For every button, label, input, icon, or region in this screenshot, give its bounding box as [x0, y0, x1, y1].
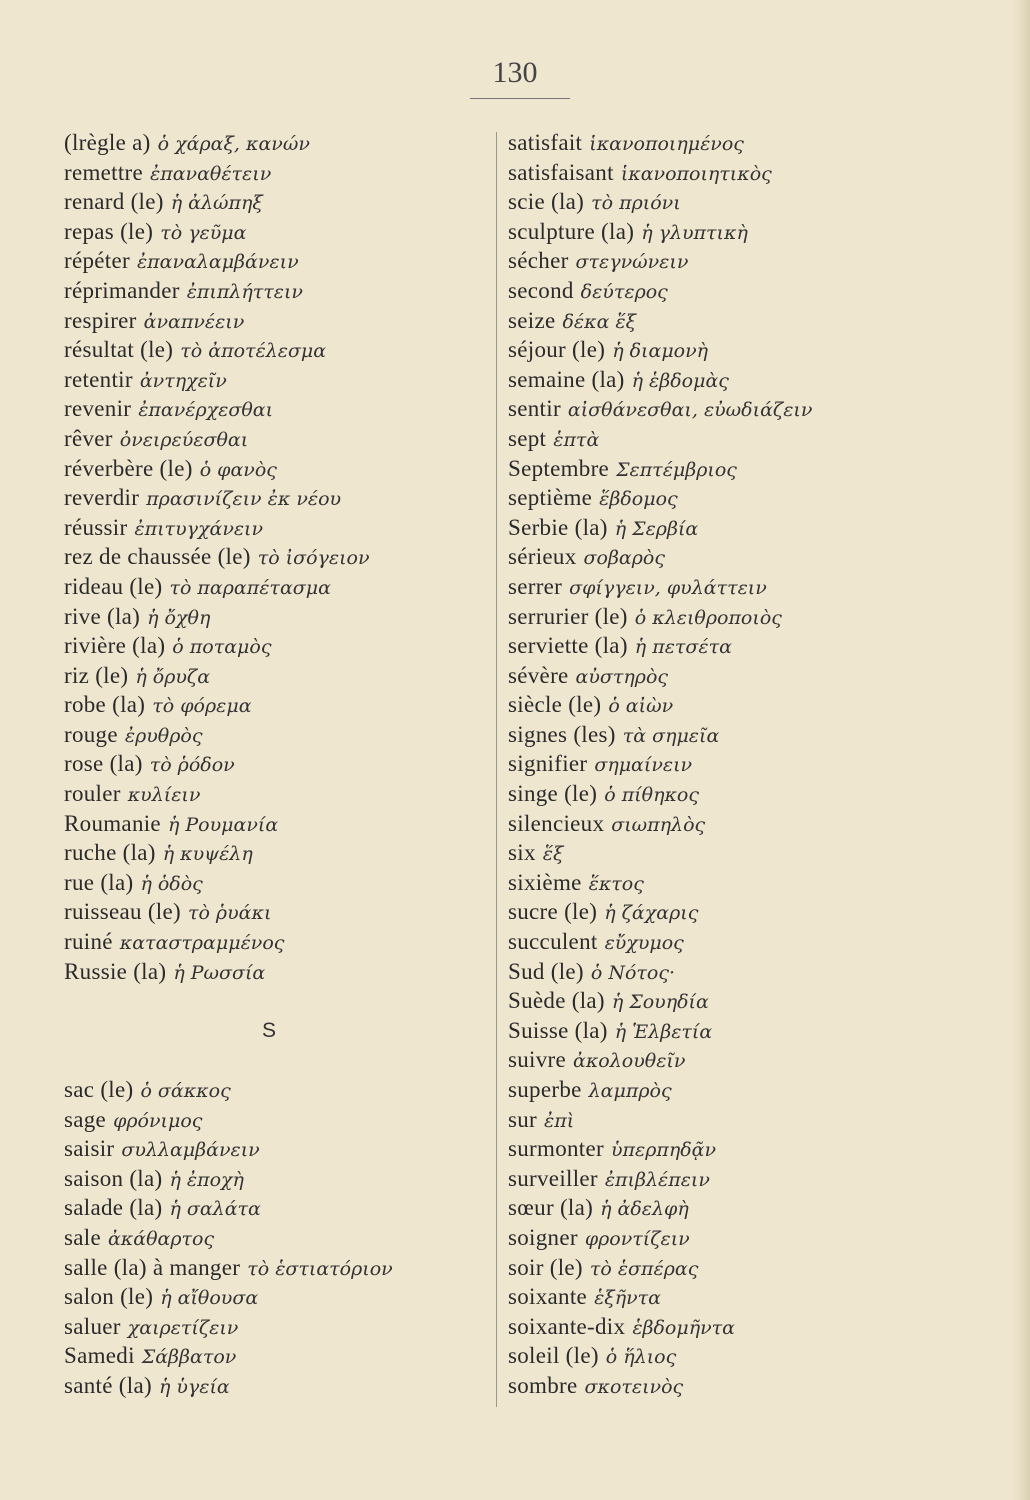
greek-translation: ἐπιτυγχάνειν [134, 517, 264, 540]
greek-translation: τὸ ῥόδον [149, 754, 235, 777]
list-item [508, 1312, 998, 1342]
greek-translation: ἡ Σερβία [614, 517, 699, 540]
greek-translation: αἰσθάνεσθαι, εὐωδιάζειν [567, 399, 813, 422]
list-item [508, 542, 998, 572]
french-term: serviette (la) [508, 633, 628, 659]
greek-translation: τὸ ἀποτέλεσμα [180, 340, 327, 363]
greek-translation: ἡ σαλάτα [169, 1198, 261, 1221]
greek-translation: Σάββατον [141, 1346, 237, 1369]
list-item [508, 187, 998, 217]
french-term: sécher [508, 248, 569, 274]
french-term: saluer [64, 1313, 121, 1339]
greek-translation: ὁ κλειθροποιὸς [634, 606, 782, 629]
greek-translation: ἡ ἐποχὴ [169, 1168, 244, 1191]
french-term: repas (le) [64, 218, 154, 244]
list-item [64, 454, 494, 484]
french-term: riz (le) [64, 662, 129, 688]
french-term: six [508, 840, 536, 866]
greek-translation: ἕκτος [588, 872, 644, 895]
spacer [64, 1045, 494, 1075]
greek-translation: ὁ χάραξ, κανών [157, 133, 310, 155]
section-letter: S [261, 1018, 276, 1042]
list-item [64, 868, 494, 898]
french-term: surmonter [508, 1136, 604, 1162]
greek-translation: λαμπρὸς [588, 1080, 672, 1102]
spacer [64, 986, 494, 1016]
list-item [508, 276, 998, 306]
greek-translation: ἐπανέρχεσθαι [138, 399, 274, 422]
list-item [508, 661, 998, 691]
list-item [508, 690, 998, 720]
greek-translation: ἐρυθρὸς [124, 724, 203, 747]
greek-translation: σφίγγειν, φυλάττειν [569, 576, 767, 599]
list-item [508, 1016, 998, 1046]
list-item [64, 1253, 494, 1283]
header-rule [470, 98, 570, 99]
french-term: remettre [64, 159, 144, 185]
french-term: satisfait [508, 130, 583, 155]
list-item [508, 1341, 998, 1371]
french-term: silencieux [508, 810, 605, 836]
greek-translation: φροντίζειν [584, 1227, 690, 1250]
greek-translation: Σεπτέμβριος [616, 458, 737, 481]
french-term: ruiné [64, 929, 113, 955]
list-item [508, 1253, 998, 1283]
list-item [508, 631, 998, 661]
list-item [64, 809, 494, 839]
list-item [64, 1341, 494, 1371]
french-term: serrer [508, 573, 563, 599]
greek-translation: ἐπὶ [544, 1109, 575, 1132]
french-term: séjour (le) [508, 337, 606, 363]
list-item [64, 1282, 494, 1312]
french-term: saisir [64, 1136, 115, 1162]
french-term: soir (le) [508, 1254, 583, 1280]
french-term: succulent [508, 929, 598, 955]
list-item [64, 602, 494, 632]
greek-translation: εὔχυμος [604, 932, 684, 955]
list-item [64, 394, 494, 424]
greek-translation: αὐστηρὸς [575, 665, 669, 688]
list-item [64, 424, 494, 454]
french-term: réverbère (le) [64, 455, 193, 481]
greek-translation: τὸ ῥυάκι [187, 902, 272, 925]
greek-translation: ἡ ἑβδομὰς [631, 369, 729, 392]
greek-translation: τὸ ἰσόγειον [257, 547, 370, 570]
french-term: saison (la) [64, 1165, 163, 1191]
french-term: Suisse (la) [508, 1017, 608, 1043]
greek-translation: ἡ ὄρυζα [135, 665, 211, 688]
list-item [64, 897, 494, 927]
list-item [64, 217, 494, 247]
greek-translation: ἕξ [542, 843, 564, 866]
greek-translation: ἡ ὄχθη [147, 606, 211, 629]
french-term: respirer [64, 307, 137, 333]
list-item [64, 1134, 494, 1164]
list-item [508, 749, 998, 779]
french-term: ruche (la) [64, 840, 156, 866]
french-term: singe (le) [508, 781, 598, 807]
greek-translation: σκοτεινὸς [584, 1375, 684, 1398]
greek-translation: ἡ ὁδὸς [140, 872, 203, 895]
list-item [64, 513, 494, 543]
greek-translation: στεγνώνειν [575, 251, 689, 274]
list-item [508, 809, 998, 839]
greek-translation: ἑβδομῆντα [632, 1316, 735, 1339]
greek-translation: ἐπιβλέπειν [604, 1168, 710, 1191]
greek-translation: ἡ γλυπτικὴ [641, 221, 748, 244]
list-item [64, 957, 494, 987]
greek-translation: ἱκανοποιητικὸς [620, 162, 772, 185]
list-item [508, 986, 998, 1016]
french-term: santé (la) [64, 1372, 152, 1398]
book-spine-shadow [1012, 0, 1030, 1500]
list-item [64, 749, 494, 779]
greek-translation: ἡ πετσέτα [634, 636, 732, 659]
list-item [508, 217, 998, 247]
greek-translation: ὁ Νότος· [590, 961, 676, 984]
list-item [64, 335, 494, 365]
french-term: rose (la) [64, 751, 143, 777]
french-term: soleil (le) [508, 1343, 599, 1369]
greek-translation: ἡ διαμονὴ [612, 340, 709, 363]
french-term: scie (la) [508, 189, 585, 215]
greek-translation: ἡ κυψέλη [162, 843, 253, 866]
french-term: suivre [508, 1047, 567, 1073]
greek-translation: ἡ Σουηδία [611, 991, 709, 1014]
french-term: réussir [64, 514, 128, 540]
list-item [508, 779, 998, 809]
list-item [64, 276, 494, 306]
greek-translation: ἡ ἀλώπηξ [170, 192, 263, 215]
list-item [508, 1223, 998, 1253]
page-number: 130 [492, 56, 538, 89]
list-item [508, 1105, 998, 1135]
french-term: Samedi [64, 1343, 135, 1369]
greek-translation: ἑπτὰ [553, 428, 600, 451]
french-term: sœur (la) [508, 1195, 594, 1221]
list-item [508, 246, 998, 276]
list-item [508, 128, 998, 158]
list-item [64, 572, 494, 602]
french-term: renard (le) [64, 189, 164, 215]
greek-translation: σημαίνειν [594, 754, 693, 777]
list-item [64, 1164, 494, 1194]
greek-translation: ἀντηχεῖν [139, 369, 227, 392]
list-item [64, 246, 494, 276]
greek-translation: τὸ φόρεμα [152, 695, 252, 718]
french-term: signes (les) [508, 721, 616, 747]
french-term: sucre (le) [508, 899, 598, 925]
list-item [508, 306, 998, 336]
list-item [64, 306, 494, 336]
list-item [508, 897, 998, 927]
list-item [508, 158, 998, 188]
list-item [508, 1164, 998, 1194]
french-term: sac (le) [64, 1077, 134, 1102]
greek-translation: ἡ ὑγεία [158, 1375, 230, 1398]
list-item [64, 1371, 494, 1401]
greek-translation: ὁ ἥλιος [605, 1346, 677, 1369]
french-term: Russie (la) [64, 958, 167, 984]
french-term: seize [508, 307, 556, 333]
list-item [508, 838, 998, 868]
list-item [64, 720, 494, 750]
list-item [508, 483, 998, 513]
french-term: rue (la) [64, 869, 134, 895]
french-term: soixante [508, 1284, 588, 1310]
greek-translation: ἡ αἴθουσα [160, 1287, 259, 1310]
list-item [508, 513, 998, 543]
greek-translation: ἐπαναθέτειν [150, 162, 272, 185]
french-term: sale [64, 1224, 101, 1250]
greek-translation: τὸ γεῦμα [160, 221, 247, 244]
french-term: Serbie (la) [508, 514, 608, 540]
list-item [64, 927, 494, 957]
greek-translation: τὰ σημεῖα [622, 724, 720, 747]
french-term: rideau (le) [64, 573, 163, 599]
column-divider [496, 132, 497, 1407]
list-item [508, 720, 998, 750]
french-term: superbe [508, 1077, 582, 1102]
french-term: semaine (la) [508, 366, 625, 392]
list-item [64, 1193, 494, 1223]
greek-translation: ἐπιπλήττειν [186, 280, 303, 303]
french-term: rivière (la) [64, 633, 166, 659]
list-item [508, 1045, 998, 1075]
french-term: siècle (le) [508, 692, 602, 718]
french-term: sentir [508, 396, 561, 422]
greek-translation: ἡ Ἑλβετία [614, 1020, 713, 1043]
french-term: salle (la) à manger [64, 1254, 241, 1280]
greek-translation: ὁ αἰὼν [608, 695, 674, 718]
greek-translation: δεύτερος [580, 280, 668, 303]
greek-translation: ὁ ποταμὸς [172, 636, 272, 659]
greek-translation: χαιρετίζειν [127, 1316, 239, 1339]
left-column [64, 128, 494, 1401]
greek-translation: κυλίειν [127, 784, 201, 807]
french-term: sept [508, 425, 547, 451]
right-column [508, 128, 998, 1401]
list-item [64, 838, 494, 868]
greek-translation: ἀναπνέειν [143, 310, 245, 333]
french-term: sixième [508, 869, 582, 895]
list-item [64, 483, 494, 513]
list-item [508, 335, 998, 365]
greek-translation: καταστραμμένος [119, 932, 285, 955]
list-item [508, 1075, 998, 1105]
list-item [64, 1223, 494, 1253]
list-item [508, 1134, 998, 1164]
greek-translation: ἐπαναλαμβάνειν [136, 251, 299, 274]
french-term: salade (la) [64, 1195, 163, 1221]
french-term: ruisseau (le) [64, 899, 181, 925]
greek-translation: φρόνιμος [113, 1109, 203, 1132]
greek-translation: ἡ Ρωσσία [173, 961, 266, 984]
greek-translation: ὁ φανὸς [199, 458, 277, 481]
french-term: surveiller [508, 1165, 598, 1191]
greek-translation: συλλαμβάνειν [121, 1139, 260, 1162]
french-term: serrurier (le) [508, 603, 628, 629]
greek-translation: σιωπηλὸς [611, 813, 706, 836]
french-term: résultat (le) [64, 337, 174, 363]
list-item [64, 1312, 494, 1342]
french-term: rouler [64, 781, 121, 807]
greek-translation: ἡ ζάχαρις [604, 902, 699, 925]
list-item [64, 690, 494, 720]
french-term: retentir [64, 366, 133, 392]
french-term: sur [508, 1106, 538, 1132]
greek-translation: τὸ ἑσπέρας [589, 1257, 699, 1280]
french-term: sérieux [508, 544, 577, 570]
list-item [508, 1282, 998, 1312]
greek-translation: ὀνειρεύεσθαι [119, 428, 249, 451]
list-item [64, 365, 494, 395]
french-term: rive (la) [64, 603, 141, 629]
greek-translation: τὸ πριόνι [591, 192, 681, 215]
list-item [64, 631, 494, 661]
list-item [64, 1105, 494, 1135]
greek-translation: ἡ ἀδελφὴ [600, 1198, 689, 1221]
list-item [64, 1075, 494, 1105]
list-item [508, 1371, 998, 1401]
list-item [64, 158, 494, 188]
list-item [64, 128, 494, 158]
list-item [64, 661, 494, 691]
list-item [508, 424, 998, 454]
list-item [508, 602, 998, 632]
greek-translation: πρασινίζειν ἐκ νέου [146, 488, 342, 511]
french-term: (lrègle a) [64, 130, 151, 155]
greek-translation: τὸ παραπέτασμα [169, 576, 331, 599]
french-term: reverdir [64, 485, 140, 511]
french-term: Roumanie [64, 810, 161, 836]
french-term: second [508, 277, 574, 303]
greek-translation: ὁ πίθηκος [604, 784, 699, 807]
greek-translation: ἀκολουθεῖν [573, 1050, 686, 1073]
greek-translation: ἀκάθαρτος [107, 1227, 215, 1250]
french-term: Septembre [508, 455, 610, 481]
list-item [508, 454, 998, 484]
list-item [508, 572, 998, 602]
french-term: réprimander [64, 277, 180, 303]
list-item [508, 957, 998, 987]
french-term: sévère [508, 662, 569, 688]
list-item [508, 868, 998, 898]
french-term: Suède (la) [508, 988, 605, 1014]
greek-translation: τὸ ἑστιατόριον [247, 1257, 393, 1280]
french-term: Sud (le) [508, 958, 584, 984]
french-term: robe (la) [64, 692, 146, 718]
list-item [508, 1193, 998, 1223]
greek-translation: ἱκανοποιημένος [589, 133, 744, 155]
list-item [64, 542, 494, 572]
french-term: rouge [64, 721, 118, 747]
french-term: soigner [508, 1224, 578, 1250]
greek-translation: σοβαρὸς [583, 547, 666, 570]
greek-translation: ὑπερπηδᾷν [610, 1139, 717, 1162]
french-term: rêver [64, 425, 113, 451]
french-term: revenir [64, 396, 132, 422]
french-term: rez de chaussée (le) [64, 544, 251, 570]
french-term: sculpture (la) [508, 218, 635, 244]
greek-translation: ἡ Ρουμανία [167, 813, 279, 836]
french-term: satisfaisant [508, 159, 614, 185]
french-term: soixante-dix [508, 1313, 626, 1339]
greek-translation: δέκα ἕξ [562, 310, 637, 333]
greek-translation: ἑξῆντα [594, 1287, 661, 1310]
list-item [64, 187, 494, 217]
list-item [508, 927, 998, 957]
french-term: signifier [508, 751, 588, 777]
list-item [64, 779, 494, 809]
french-term: sombre [508, 1372, 578, 1398]
french-term: sage [64, 1106, 107, 1132]
french-term: salon (le) [64, 1284, 154, 1310]
list-item [508, 365, 998, 395]
list-item [508, 394, 998, 424]
french-term: septième [508, 485, 593, 511]
greek-translation: ἕβδομος [599, 488, 678, 511]
greek-translation: ὁ σάκκος [140, 1080, 231, 1102]
french-term: répéter [64, 248, 130, 274]
